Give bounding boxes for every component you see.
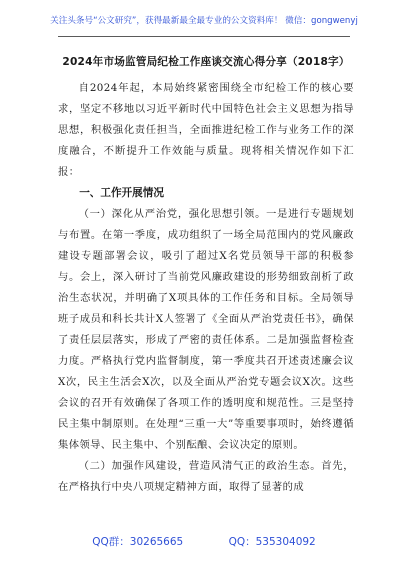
qq-group-text: QQ群：30265665	[92, 536, 184, 548]
footer-contact	[0, 534, 408, 549]
document-body	[58, 54, 354, 498]
section-heading: 一、工作开展情况	[79, 187, 164, 199]
intro-paragraph: 自2024年起，本局始终紧密围绕全市纪检工作的核心要求，坚定不移地以习近平新时代中国特色社会主义思想为指导思想，积极强化责任担当，全面推进纪检工作与业务工作的深度融合，不断提升工作效能与质量。现将相关情况作如下汇报：	[58, 82, 354, 178]
document-title: 2024年市场监管局纪检工作座谈交流心得分享（2018字）	[62, 56, 350, 68]
body-paragraph: （二）加强作风建设，营造风清气正的政治生态。首先，在严格执行中央八项规定精神方面，取得了显著的成	[58, 460, 354, 493]
header-promo-note: 关注头条号“公文研究”，获得最新最全最专业的公文资料库！ 微信：gongwenyj	[50, 16, 358, 26]
body-paragraph: （一）深化从严治党，强化思想引领。一是进行专题规划与布置。在第一季度，成功组织了一场全局范围内的党风廉政建设专题部署会议，吸引了超过X名党员领导干部的积极参与。会上，深入研讨了当前党风廉政建设的形势细致剖析了政治生态状况，并明确了X项具体的工作任务和目标。全局领导班子成员和科长共计X人签署了《全面从严治党责任书》，确保了责任层层落实，形成了严密的责任体系。二是加强监督检查力度。严格执行党内监督制度，第一季度共召开述责述廉会议X次，民主生活会X次，以及全面从严治党专题会议X次。这些会议的召开有效确保了各项工作的透明度和规范性。三是坚持民主集中制原则。在处理“三重一大”等重要事项时，始终遵循集体领导、民主集中、个别酝酿、会议决定的原则。	[58, 208, 354, 451]
qq-number-text: QQ：535304092	[228, 536, 316, 548]
header-divider	[58, 36, 350, 37]
